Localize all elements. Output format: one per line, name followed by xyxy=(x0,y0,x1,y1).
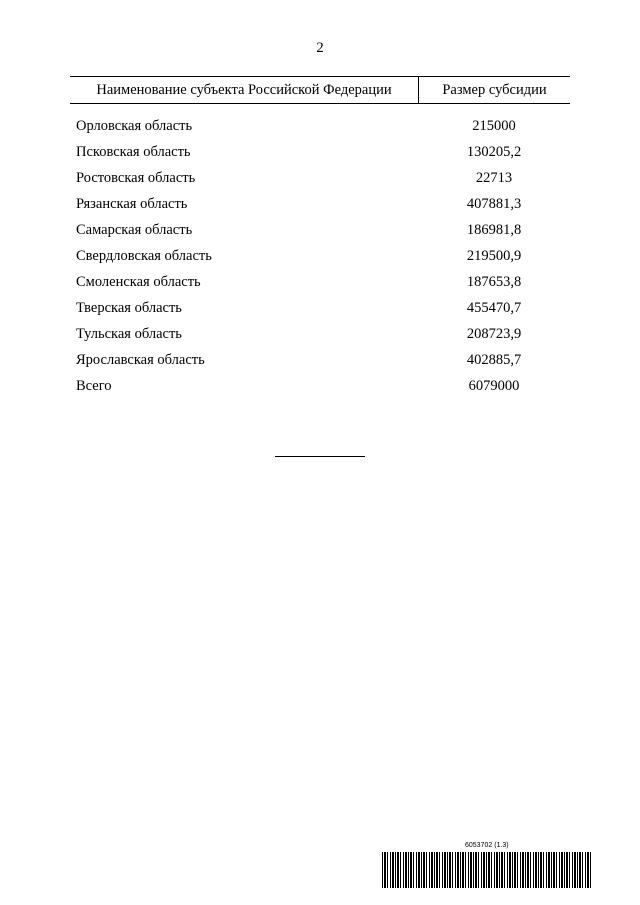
subject-name: Тверская область xyxy=(76,300,182,316)
table-body xyxy=(70,104,570,399)
subsidy-amount: 22713 xyxy=(475,170,513,186)
subject-name: Смоленская область xyxy=(76,274,201,290)
subsidy-amount: 186981,8 xyxy=(466,222,522,238)
header-subject-name: Наименование субъекта Российской Федерации xyxy=(70,77,419,103)
table-row xyxy=(70,113,570,139)
barcode-number: 6053702 (1.3) xyxy=(465,842,509,849)
subject-name: Свердловская область xyxy=(76,248,212,264)
subsidy-amount: 407881,3 xyxy=(466,196,522,212)
end-of-document-rule xyxy=(275,456,365,457)
subsidy-table xyxy=(70,76,570,399)
total-amount: 6079000 xyxy=(468,378,520,394)
subject-name: Тульская область xyxy=(76,326,182,342)
table-row xyxy=(70,191,570,217)
table-row xyxy=(70,243,570,269)
subsidy-amount: 219500,9 xyxy=(466,248,522,264)
subsidy-amount: 455470,7 xyxy=(466,300,522,316)
subsidy-amount: 130205,2 xyxy=(466,144,522,160)
barcode-icon xyxy=(382,852,592,888)
header-subsidy-amount: Размер субсидии xyxy=(442,82,547,98)
subject-name: Самарская область xyxy=(76,222,193,238)
page-number: 2 xyxy=(316,40,324,56)
table-row xyxy=(70,347,570,373)
table-header xyxy=(70,76,570,104)
table-row xyxy=(70,295,570,321)
table-row-total xyxy=(70,373,570,399)
subject-name: Ярославская область xyxy=(76,352,205,368)
subject-name: Рязанская область xyxy=(76,196,188,212)
table-row xyxy=(70,269,570,295)
table-row xyxy=(70,217,570,243)
subject-name: Ростовская область xyxy=(76,170,196,186)
subsidy-amount: 215000 xyxy=(472,118,516,134)
total-label: Всего xyxy=(76,378,112,394)
subsidy-amount: 187653,8 xyxy=(466,274,522,290)
table-row xyxy=(70,165,570,191)
table-row xyxy=(70,139,570,165)
subsidy-amount: 402885,7 xyxy=(466,352,522,368)
subject-name: Псковская область xyxy=(76,144,191,160)
table-row xyxy=(70,321,570,347)
subject-name: Орловская область xyxy=(76,118,193,134)
subsidy-amount: 208723,9 xyxy=(466,326,522,342)
document-barcode xyxy=(382,842,592,890)
